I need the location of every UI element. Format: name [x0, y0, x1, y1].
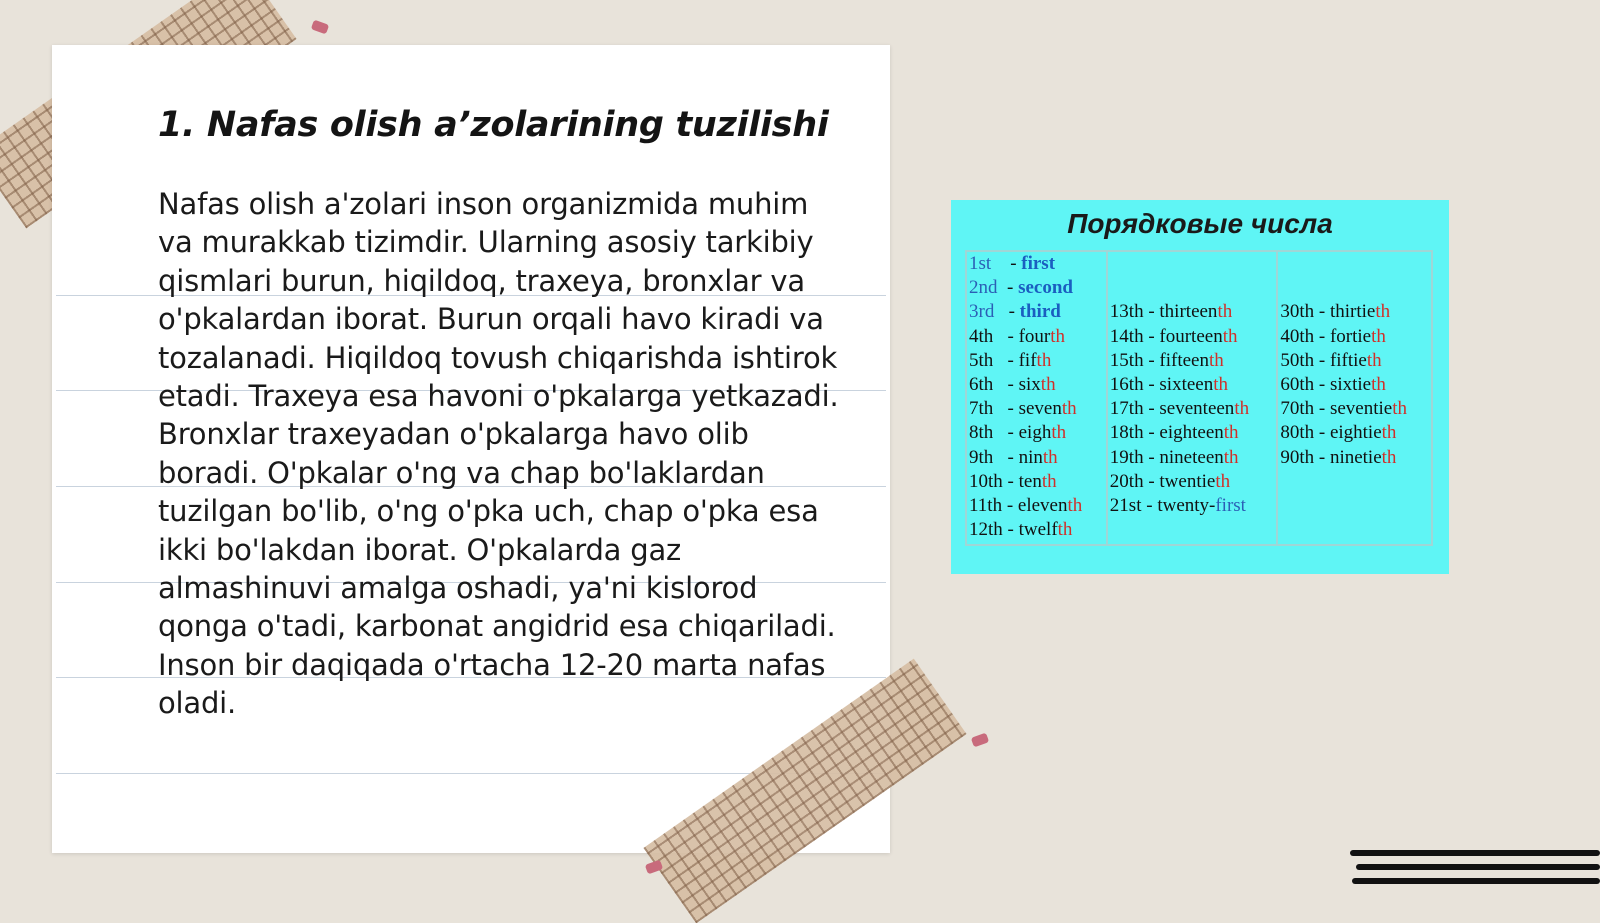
ordinal-numbers-title: Порядковые числа — [1067, 208, 1333, 239]
ordinal-row — [1108, 373, 1277, 397]
ordinal-word-base: fourteen — [1159, 325, 1223, 347]
ordinal-row — [967, 518, 1106, 542]
ordinal-row — [967, 276, 1106, 300]
ordinal-separator: - — [1143, 470, 1160, 492]
ordinal-separator: - — [1143, 446, 1160, 468]
ordinal-number: 11th — [969, 494, 1003, 516]
tape-tip-icon — [311, 20, 329, 35]
ordinal-word-base: thirtie — [1329, 301, 1376, 323]
ordinal-separator: - — [997, 277, 1019, 299]
ordinal-separator: - — [993, 398, 1019, 420]
ordinal-separator: - — [1002, 519, 1019, 541]
ordinal-row — [1108, 421, 1277, 445]
ordinal-row — [967, 325, 1106, 349]
ordinal-word-base: fifteen — [1159, 349, 1209, 371]
ordinal-separator: - — [993, 373, 1019, 395]
ordinal-number: 10th — [969, 470, 1003, 492]
ordinal-separator: - — [1314, 301, 1330, 323]
ordinal-separator: - — [1143, 373, 1160, 395]
ordinal-separator: - — [1314, 349, 1330, 371]
ordinal-word-suffix: th — [1381, 446, 1397, 468]
ordinal-word-suffix: th — [1036, 349, 1052, 371]
ordinal-number: 18th — [1109, 422, 1144, 444]
ordinal-separator: - — [1143, 422, 1160, 444]
ordinal-word-base: twelf — [1018, 519, 1058, 541]
ordinal-number: 19th — [1109, 446, 1144, 468]
ordinal-word-suffix: th — [1223, 446, 1239, 468]
ordinal-separator: - — [1314, 398, 1330, 420]
ordinal-row — [1108, 446, 1277, 470]
ordinal-number: 90th — [1280, 446, 1315, 468]
ordinal-spacer — [1108, 252, 1277, 300]
ordinal-row — [1278, 397, 1431, 421]
slide-title: 1. Nafas olish a’zolarining tuzilishi — [158, 105, 829, 145]
ordinal-separator: - — [1002, 470, 1019, 492]
ordinal-word-suffix: th — [1061, 398, 1077, 420]
ordinal-separator: - — [1143, 349, 1160, 371]
ordinal-word-base: fortie — [1329, 325, 1372, 347]
ordinal-word-suffix: th — [1208, 349, 1224, 371]
ordinal-word-base: eleven — [1017, 494, 1068, 516]
ordinal-number: 30th — [1280, 301, 1315, 323]
tape-tip-icon — [971, 733, 989, 748]
ordinal-number: 40th — [1280, 325, 1315, 347]
ordinal-word-base: ninetie — [1329, 446, 1382, 468]
ordinal-separator: - — [993, 349, 1019, 371]
ordinal-row — [1278, 349, 1431, 373]
ordinal-word-suffix: third — [1019, 301, 1061, 323]
ordinal-separator: - — [1314, 446, 1330, 468]
ordinal-number: 14th — [1109, 325, 1144, 347]
ordinal-row — [1278, 421, 1431, 445]
ordinal-row — [967, 252, 1106, 276]
decorative-line — [1356, 864, 1600, 870]
ordinal-word-base: eighteen — [1159, 422, 1224, 444]
ordinal-word-suffix: th — [1051, 422, 1067, 444]
ordinal-number: 12th — [969, 519, 1003, 541]
ordinal-row — [1278, 373, 1431, 397]
ordinal-word-base: fiftie — [1329, 349, 1367, 371]
ordinal-number: 20th — [1109, 470, 1144, 492]
ordinal-number: 70th — [1280, 398, 1315, 420]
ordinal-number: 1st — [969, 253, 992, 274]
ordinal-word-suffix: second — [1018, 277, 1073, 299]
ordinal-word-suffix: th — [1366, 349, 1382, 371]
ordinal-word-suffix: th — [1057, 519, 1073, 541]
ordinal-separator: - — [1314, 422, 1330, 444]
ordinal-word-suffix: th — [1222, 325, 1238, 347]
ordinal-number: 8th — [969, 422, 994, 444]
ordinal-word-suffix: first — [1021, 253, 1056, 274]
ordinal-separator: - — [1314, 373, 1330, 395]
ordinal-row — [967, 397, 1106, 421]
ordinal-word-base: thirteen — [1159, 301, 1218, 323]
ordinal-separator: - — [1143, 325, 1160, 347]
ordinal-separator: - — [1141, 494, 1158, 516]
ordinal-column-2 — [1108, 252, 1279, 544]
ordinal-number: 7th — [969, 398, 994, 420]
ordinal-word-suffix: th — [1392, 398, 1407, 420]
ordinal-word-suffix: th — [1234, 398, 1250, 420]
ordinal-number: 21st — [1109, 494, 1142, 516]
ordinal-word-suffix: th — [1223, 422, 1239, 444]
ordinal-number: 60th — [1280, 373, 1315, 395]
ordinal-separator: - — [1143, 398, 1160, 420]
ordinal-word-base: eigh — [1018, 422, 1052, 444]
ordinal-row — [967, 421, 1106, 445]
ordinal-word-suffix: th — [1371, 373, 1386, 395]
ordinal-word-suffix: th — [1375, 301, 1391, 323]
ordinal-word-base: six — [1018, 373, 1041, 395]
ordinal-number: 4th — [969, 325, 994, 347]
ordinal-word-base: sixtie — [1329, 373, 1372, 395]
ordinal-word-base: ten — [1018, 470, 1042, 492]
ordinal-row — [1108, 397, 1277, 421]
ordinal-word-suffix: th — [1371, 325, 1386, 347]
ordinal-row — [1108, 325, 1277, 349]
ordinal-word-base: four — [1018, 325, 1051, 347]
ordinal-row — [967, 373, 1106, 397]
decorative-line — [1350, 850, 1600, 856]
ordinal-word-base: seven — [1018, 398, 1062, 420]
ordinal-word-suffix: th — [1042, 446, 1058, 468]
ordinal-word-base: twentie — [1159, 470, 1216, 492]
ordinal-word-base: sixteen — [1159, 373, 1214, 395]
ordinal-numbers-image — [951, 200, 1449, 574]
ordinal-word-base: nin — [1018, 446, 1043, 468]
ordinal-separator: - — [1143, 301, 1160, 323]
ordinal-number: 9th — [969, 446, 994, 468]
ordinal-word-suffix: th — [1040, 373, 1056, 395]
ordinal-number: 6th — [969, 373, 994, 395]
ordinal-number: 5th — [969, 349, 994, 371]
ordinal-row — [1108, 349, 1277, 373]
ordinal-column-1 — [967, 252, 1108, 544]
ordinal-number: 16th — [1109, 373, 1144, 395]
ordinal-separator: - — [1314, 325, 1330, 347]
ordinal-row — [1108, 300, 1277, 324]
ordinal-word-suffix: th — [1050, 325, 1066, 347]
ordinal-separator: - — [993, 325, 1019, 347]
ordinal-word-suffix: first — [1215, 494, 1246, 516]
decorative-line — [1352, 878, 1600, 884]
ordinal-number: 80th — [1280, 422, 1315, 444]
ordinal-word-base: fif — [1018, 349, 1037, 371]
ordinal-number: 3rd — [969, 301, 995, 323]
ordinal-word-suffix: th — [1215, 470, 1231, 492]
slide-body-text: Nafas olish a'zolari inson organizmida muhim va murakkab tizimdir. Ularning asosiy tarkibiy qismlari burun, hiqildoq, traxeya, bronxlar va o'pkalardan iborat. Burun orqali havo kiradi va tozalanadi. Hiqildoq tovush chiqarishda ishtirok etadi. Traxeya esa havoni o'pkalarga yetkazadi. Bronxlar traxeyadan o'pkalarga havo olib boradi. O'pkalar o'ng va chap bo'laklardan tuzilgan bo'lib, o'ng o'pka uch, chap o'pka esa ikki bo'lakdan iborat. O'pkalarda gaz almashinuvi amalga oshadi, ya'ni kislorod qonga o'tadi, karbonat angidrid esa chiqariladi. Inson bir daqiqada o'rtacha 12-20 marta nafas oladi. — [158, 187, 839, 721]
ordinal-row — [1278, 300, 1431, 324]
ordinal-separator: - — [991, 253, 1022, 274]
ordinal-number: 2nd — [969, 277, 998, 299]
ordinal-row — [967, 446, 1106, 470]
ordinal-row — [967, 349, 1106, 373]
ordinal-separator: - — [1002, 494, 1018, 516]
ordinal-row — [1278, 446, 1431, 470]
ordinal-word-suffix: th — [1041, 470, 1057, 492]
ordinal-separator: - — [994, 301, 1020, 323]
ordinal-spacer — [1278, 252, 1431, 300]
ordinal-row — [967, 470, 1106, 494]
ordinal-column-3 — [1278, 252, 1431, 544]
notebook-paper — [52, 45, 890, 853]
ordinal-row — [1108, 494, 1277, 518]
ordinal-word-base: seventeen — [1159, 398, 1235, 420]
ordinal-word-suffix: th — [1381, 422, 1397, 444]
ordinal-word-base: twenty- — [1157, 494, 1216, 516]
ordinal-row — [1108, 470, 1277, 494]
ordinal-numbers-table — [965, 250, 1433, 546]
ordinal-row — [1278, 325, 1431, 349]
ordinal-word-base: seventie — [1329, 398, 1393, 420]
ordinal-word-suffix: th — [1213, 373, 1229, 395]
ordinal-separator: - — [993, 446, 1019, 468]
ordinal-word-base: eightie — [1329, 422, 1382, 444]
ordinal-separator: - — [993, 422, 1019, 444]
ordinal-number: 13th — [1109, 301, 1144, 323]
ordinal-word-suffix: th — [1217, 301, 1233, 323]
ordinal-word-base: nineteen — [1159, 446, 1224, 468]
ordinal-number: 17th — [1109, 398, 1144, 420]
ordinal-number: 15th — [1109, 349, 1144, 371]
ordinal-number: 50th — [1280, 349, 1315, 371]
ordinal-row — [967, 494, 1106, 518]
ordinal-row — [967, 300, 1106, 324]
ordinal-word-suffix: th — [1067, 494, 1083, 516]
